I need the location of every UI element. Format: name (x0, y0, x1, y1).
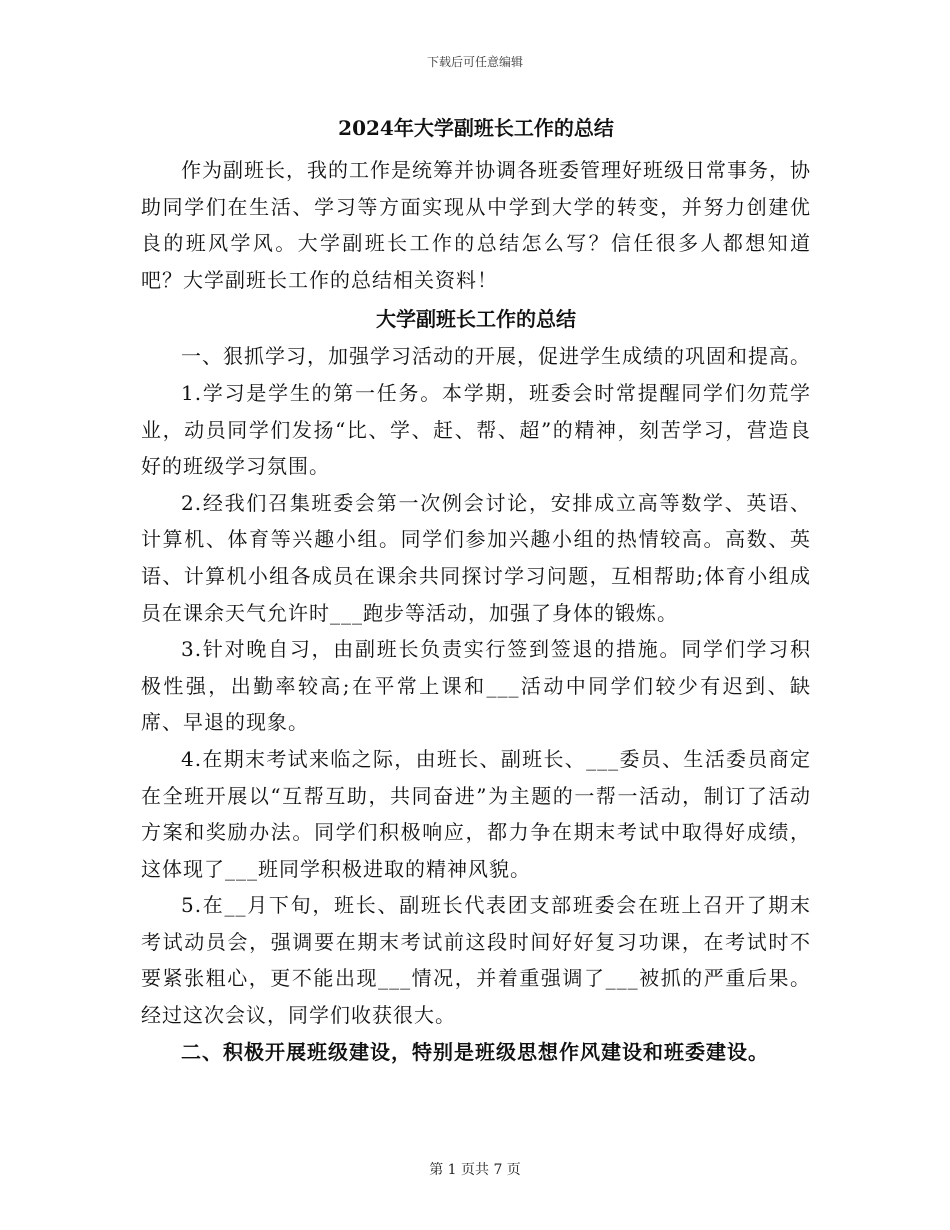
document-title: 2024年大学副班长工作的总结 (338, 116, 614, 140)
page-footer: 第 1 页共 7 页 (429, 1162, 521, 1178)
list-item-3: 3.针对晚自习，由副班长负责实行签到签退的措施。同学们学习积极性强，出勤率较高;在平常上课和___活动中同学们较少有迟到、缺席、早退的现象。 (141, 637, 811, 735)
document-body (141, 112, 811, 1070)
section2-heading: 二、积极开展班级建设，特别是班级思想作风建设和班委建设。 (181, 1039, 769, 1064)
list-item-5: 5.在__月下旬，班长、副班长代表团支部班委会在班上召开了期末考试动员会，强调要在期末考试前这段时间好好复习功课，在考试时不要紧张粗心，更不能出现___情况，并着重强调了___被抓的严重后果。经过这次会议，同学们收获很大。 (141, 893, 811, 1028)
list-item-2: 2.经我们召集班委会第一次例会讨论，安排成立高等数学、英语、计算机、体育等兴趣小组。同学们参加兴趣小组的热情较高。高数、英语、计算机小组各成员在课余共同探讨学习问题，互相帮助;体育小组成员在课余天气允许时___跑步等活动，加强了身体的锻炼。 (141, 490, 811, 625)
section1-heading: 一、狠抓学习，加强学习活动的开展，促进学生成绩的巩固和提高。 (181, 344, 811, 369)
list-item-1: 1.学习是学生的第一任务。本学期，班委会时常提醒同学们勿荒学业，动员同学们发扬“比、学、赶、帮、超”的精神，刻苦学习，营造良好的班级学习氛围。 (141, 380, 811, 479)
page-header: 下载后可任意编辑 (426, 55, 523, 69)
list-item-4: 4.在期末考试来临之际，由班长、副班长、___委员、生活委员商定在全班开展以“互帮互助，共同奋进”为主题的一帮一活动，制订了活动方案和奖励办法。同学们积极响应，都力争在期末考试中取得好成绩，这体现了___班同学积极进取的精神风貌。 (141, 746, 811, 881)
intro-paragraph: 作为副班长，我的工作是统筹并协调各班委管理好班级日常事务，协助同学们在生活、学习等方面实现从中学到大学的转变，并努力创建优良的班风学风。大学副班长工作的总结怎么写？信任很多人都想知道吧？大学副班长工作的总结相关资料！ (141, 158, 811, 292)
section-subtitle: 大学副班长工作的总结 (376, 307, 576, 332)
